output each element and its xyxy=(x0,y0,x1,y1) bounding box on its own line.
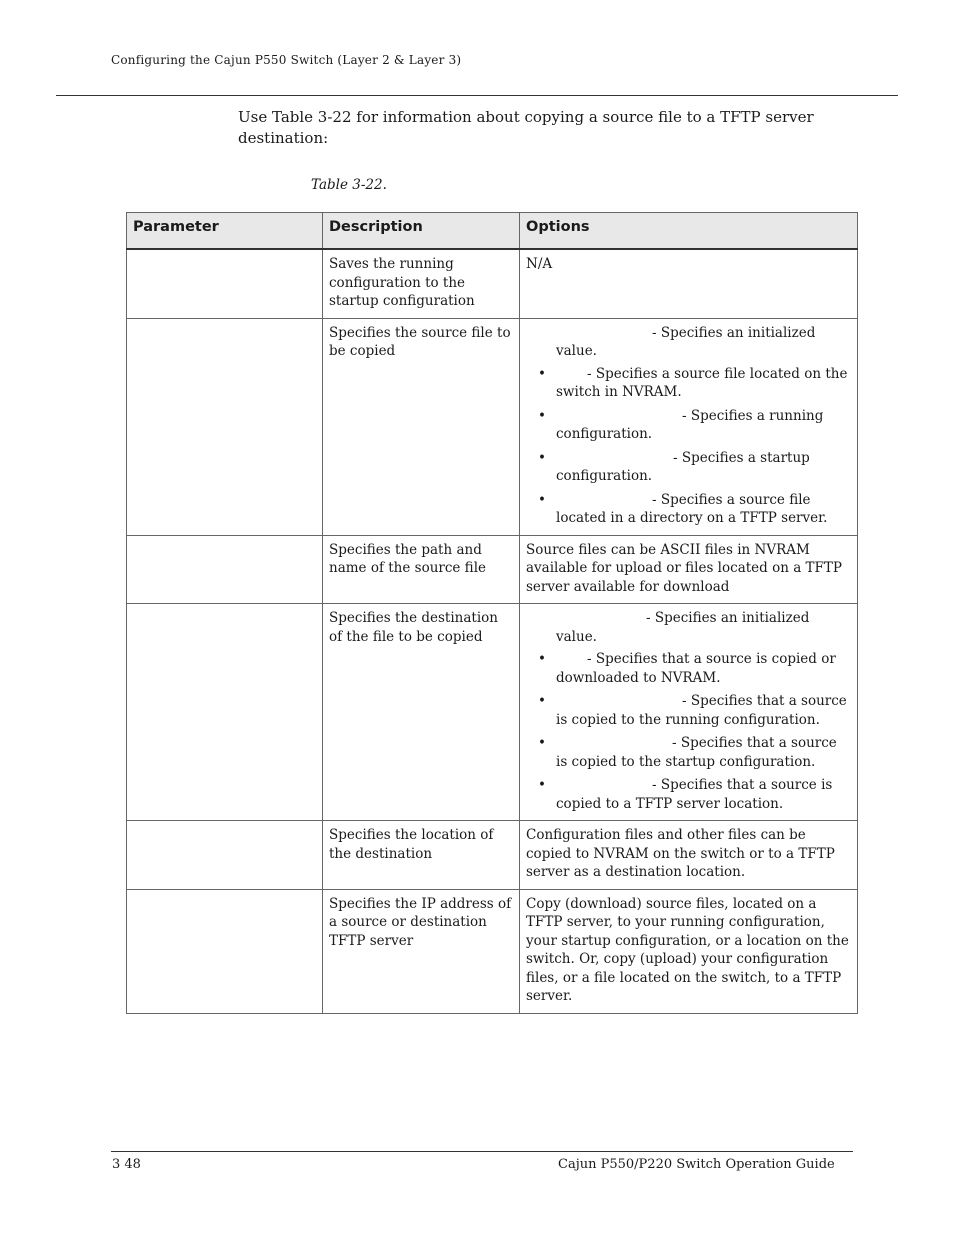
table-row xyxy=(127,249,858,318)
options-list xyxy=(526,609,851,813)
list-item: • - Specifies that a source is copied to the running configuration. xyxy=(538,693,847,728)
footer-rule xyxy=(111,1151,853,1152)
header-rule xyxy=(56,95,898,96)
list-item: • - Specifies a running configuration. xyxy=(538,407,824,442)
table-caption: Table 3-22. xyxy=(311,177,387,193)
parameter-table xyxy=(126,212,858,1014)
table-row xyxy=(127,889,858,1013)
list-item: - Specifies an initialized value. xyxy=(556,324,816,359)
column-header-options: Options xyxy=(520,213,858,250)
table-row xyxy=(127,604,858,821)
parameter-cell xyxy=(127,535,323,604)
table-row xyxy=(127,318,858,535)
description-cell: Specifies the source file to be copied xyxy=(323,318,520,535)
table-row xyxy=(127,535,858,604)
intro-paragraph: Use Table 3-22 for information about copying a source file to a TFTP server destination: xyxy=(238,108,814,147)
table-header-row xyxy=(127,213,858,250)
list-item: • - Specifies that a source is copied or downloaded to NVRAM. xyxy=(538,651,836,686)
parameter-cell xyxy=(127,249,323,318)
parameter-cell xyxy=(127,889,323,1013)
list-item: • - Specifies a startup configuration. xyxy=(538,449,810,484)
options-cell: Source files can be ASCII files in NVRAM available for upload or files located on a TFTP server available for download xyxy=(520,535,858,604)
parameter-cell xyxy=(127,604,323,821)
column-header-parameter: Parameter xyxy=(127,213,323,250)
description-cell: Specifies the path and name of the source file xyxy=(323,535,520,604)
description-cell: Specifies the IP address of a source or destination TFTP server xyxy=(323,889,520,1013)
list-item: - Specifies an initialized value. xyxy=(556,610,810,645)
options-cell: N/A xyxy=(520,249,858,318)
column-header-description: Description xyxy=(323,213,520,250)
options-cell: Copy (download) source files, located on a TFTP server, to your running configuration, your startup configuration, or a location on the switch. Or, copy (upload) your configuration files, or a file located on the switch, to a TFTP server. xyxy=(520,889,858,1013)
description-cell: Saves the running configuration to the startup configuration xyxy=(323,249,520,318)
list-item: • - Specifies a source file located on the switch in NVRAM. xyxy=(538,365,848,400)
page-number: 3 48 xyxy=(112,1157,141,1172)
options-list xyxy=(526,324,851,528)
list-item: • - Specifies that a source is copied to the startup configuration. xyxy=(538,735,837,770)
options-cell xyxy=(520,604,858,821)
table-row xyxy=(127,821,858,890)
list-item: • - Specifies a source file located in a directory on a TFTP server. xyxy=(538,491,828,526)
guide-title: Cajun P550/P220 Switch Operation Guide xyxy=(558,1157,835,1172)
list-item: • - Specifies that a source is copied to a TFTP server location. xyxy=(538,777,833,812)
description-cell: Specifies the location of the destination xyxy=(323,821,520,890)
options-cell: Configuration files and other files can be copied to NVRAM on the switch or to a TFTP server as a destination location. xyxy=(520,821,858,890)
parameter-cell xyxy=(127,821,323,890)
description-cell: Specifies the destination of the file to be copied xyxy=(323,604,520,821)
options-cell xyxy=(520,318,858,535)
parameter-cell xyxy=(127,318,323,535)
running-header: Configuring the Cajun P550 Switch (Layer 2 & Layer 3) xyxy=(111,53,462,67)
